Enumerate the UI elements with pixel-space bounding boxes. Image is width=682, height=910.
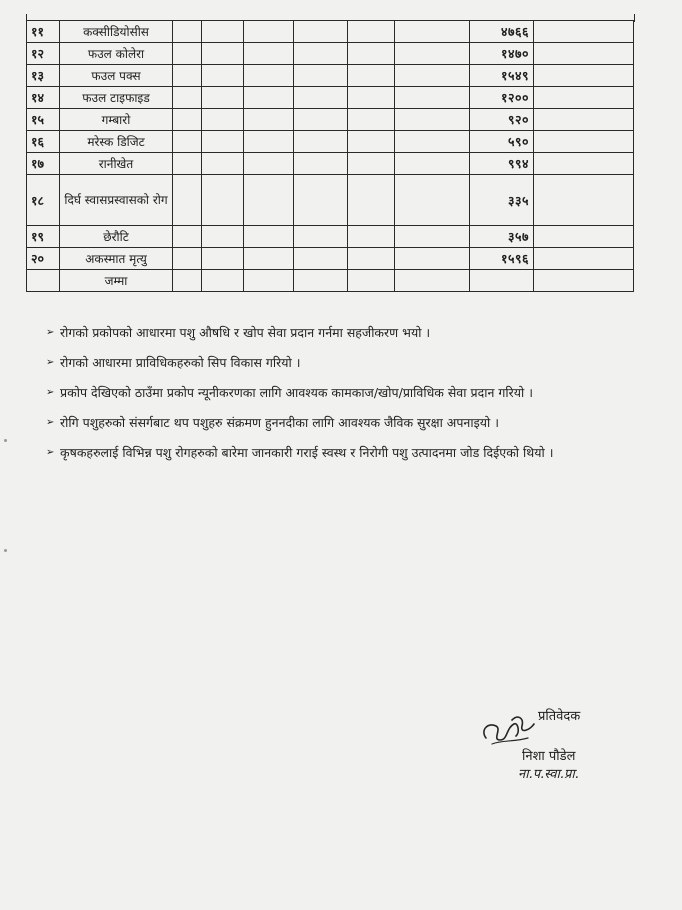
empty-cell bbox=[294, 226, 348, 248]
reporter-label: प्रतिवेदक bbox=[538, 709, 581, 724]
disease-table bbox=[26, 20, 634, 292]
margin-speck bbox=[4, 439, 7, 442]
disease-name-cell: छेरौटि bbox=[60, 226, 173, 248]
empty-cell bbox=[348, 270, 395, 292]
empty-cell bbox=[348, 226, 395, 248]
empty-cell bbox=[395, 226, 470, 248]
bullet-item bbox=[46, 350, 606, 375]
bullet-text: कृषकहरुलाई विभिन्न पशु रोगहरुको बारेमा जानकारी गराई स्वस्थ र निरोगी पशु उत्पादनमा जोड दिईएको थियो । bbox=[60, 445, 554, 460]
arrowhead-icon: ➢ bbox=[46, 447, 55, 458]
disease-name-cell: गम्बारो bbox=[60, 109, 173, 131]
empty-cell bbox=[294, 270, 348, 292]
table-row bbox=[27, 65, 634, 87]
bullet-item bbox=[46, 410, 606, 435]
disease-name-cell: दिर्घ स्वासप्रस्वासको रोग bbox=[60, 175, 173, 226]
empty-cell bbox=[395, 109, 470, 131]
table-row bbox=[27, 131, 634, 153]
case-count-cell: १२०० bbox=[470, 87, 534, 109]
total-label-cell: जम्मा bbox=[60, 270, 173, 292]
serial-number-cell: १५ bbox=[27, 109, 60, 131]
serial-number-cell: २० bbox=[27, 248, 60, 270]
case-count-cell: ९९४ bbox=[470, 153, 534, 175]
bullet-text: रोगको प्रकोपको आधारमा पशु औषधि र खोप सेवा प्रदान गर्नमा सहजीकरण भयो । bbox=[60, 325, 431, 340]
empty-cell bbox=[395, 248, 470, 270]
empty-cell bbox=[173, 226, 202, 248]
serial-number-cell: ११ bbox=[27, 21, 60, 43]
arrowhead-icon: ➢ bbox=[46, 417, 55, 428]
empty-cell bbox=[202, 153, 244, 175]
empty-cell bbox=[173, 65, 202, 87]
disease-name-cell: रानीखेत bbox=[60, 153, 173, 175]
empty-cell bbox=[173, 175, 202, 226]
disease-name-cell: अकस्मात मृत्यु bbox=[60, 248, 173, 270]
bullet-text: रोगको आधारमा प्राविधिकहरुको सिप विकास गरियो । bbox=[60, 355, 301, 370]
empty-cell bbox=[244, 248, 294, 270]
table-row bbox=[27, 248, 634, 270]
disease-name-cell: कक्सीडियोसीस bbox=[60, 21, 173, 43]
table-row bbox=[27, 21, 634, 43]
empty-cell bbox=[348, 175, 395, 226]
serial-number-cell: १४ bbox=[27, 87, 60, 109]
empty-cell bbox=[202, 65, 244, 87]
disease-name-cell: मरेस्क डिजिट bbox=[60, 131, 173, 153]
serial-number-cell: १६ bbox=[27, 131, 60, 153]
case-count-cell: १५४९ bbox=[470, 65, 534, 87]
summary-bullet-list bbox=[46, 320, 606, 470]
empty-cell bbox=[294, 153, 348, 175]
empty-cell bbox=[534, 43, 634, 65]
empty-cell bbox=[244, 131, 294, 153]
disease-table-wrapper bbox=[26, 20, 633, 292]
arrowhead-icon: ➢ bbox=[46, 357, 55, 368]
bullet-item bbox=[46, 440, 606, 465]
serial-number-cell: १९ bbox=[27, 226, 60, 248]
empty-cell bbox=[534, 109, 634, 131]
empty-cell bbox=[534, 270, 634, 292]
empty-cell bbox=[173, 248, 202, 270]
empty-cell bbox=[294, 109, 348, 131]
empty-cell bbox=[534, 131, 634, 153]
empty-cell bbox=[395, 175, 470, 226]
margin-speck bbox=[4, 549, 7, 552]
empty-cell bbox=[173, 21, 202, 43]
empty-cell bbox=[244, 43, 294, 65]
empty-cell bbox=[348, 43, 395, 65]
empty-cell bbox=[244, 175, 294, 226]
arrowhead-icon: ➢ bbox=[46, 327, 55, 338]
serial-number-cell: १३ bbox=[27, 65, 60, 87]
empty-cell bbox=[348, 87, 395, 109]
empty-cell bbox=[294, 65, 348, 87]
empty-cell bbox=[348, 248, 395, 270]
empty-cell bbox=[395, 21, 470, 43]
empty-cell bbox=[244, 21, 294, 43]
empty-cell bbox=[395, 153, 470, 175]
table-row bbox=[27, 43, 634, 65]
disease-name-cell: फउल पक्स bbox=[60, 65, 173, 87]
serial-number-cell: १२ bbox=[27, 43, 60, 65]
empty-cell bbox=[294, 21, 348, 43]
empty-cell bbox=[202, 131, 244, 153]
empty-cell bbox=[294, 175, 348, 226]
case-count-cell: ५९० bbox=[470, 131, 534, 153]
case-count-cell: ३५७ bbox=[470, 226, 534, 248]
bullet-item bbox=[46, 380, 606, 405]
empty-cell bbox=[534, 175, 634, 226]
case-count-cell: ९२० bbox=[470, 109, 534, 131]
empty-cell bbox=[27, 270, 60, 292]
empty-cell bbox=[534, 21, 634, 43]
empty-cell bbox=[244, 109, 294, 131]
table-row bbox=[27, 226, 634, 248]
empty-cell bbox=[202, 175, 244, 226]
empty-cell bbox=[395, 270, 470, 292]
serial-number-cell: १८ bbox=[27, 175, 60, 226]
empty-cell bbox=[294, 131, 348, 153]
arrowhead-icon: ➢ bbox=[46, 387, 55, 398]
empty-cell bbox=[244, 87, 294, 109]
empty-cell bbox=[173, 153, 202, 175]
empty-cell bbox=[202, 21, 244, 43]
empty-cell bbox=[534, 248, 634, 270]
reporter-title: ना.प.स्वा.प्रा. bbox=[518, 767, 579, 782]
empty-cell bbox=[244, 270, 294, 292]
empty-cell bbox=[534, 87, 634, 109]
empty-cell bbox=[395, 43, 470, 65]
disease-name-cell: फउल कोलेरा bbox=[60, 43, 173, 65]
reporter-name: निशा पौडेल bbox=[522, 749, 576, 764]
case-count-cell: ४७६६ bbox=[470, 21, 534, 43]
empty-cell bbox=[348, 65, 395, 87]
empty-cell bbox=[202, 226, 244, 248]
empty-cell bbox=[173, 270, 202, 292]
empty-cell bbox=[395, 87, 470, 109]
total-row bbox=[27, 270, 634, 292]
empty-cell bbox=[294, 43, 348, 65]
empty-cell bbox=[202, 109, 244, 131]
empty-cell bbox=[348, 131, 395, 153]
table-row bbox=[27, 87, 634, 109]
empty-cell bbox=[173, 87, 202, 109]
empty-cell bbox=[348, 153, 395, 175]
bullet-text: प्रकोप देखिएको ठाउँमा प्रकोप न्यूनीकरणका लागि आवश्यक कामकाज/खोप/प्राविधिक सेवा प्रदान गरियो । bbox=[60, 385, 533, 400]
empty-cell bbox=[348, 21, 395, 43]
disease-name-cell: फउल टाइफाइड bbox=[60, 87, 173, 109]
empty-cell bbox=[395, 131, 470, 153]
empty-cell bbox=[534, 153, 634, 175]
empty-cell bbox=[294, 87, 348, 109]
case-count-cell: ३३५ bbox=[470, 175, 534, 226]
empty-cell bbox=[534, 226, 634, 248]
empty-cell bbox=[244, 65, 294, 87]
empty-cell bbox=[470, 270, 534, 292]
empty-cell bbox=[348, 109, 395, 131]
bullet-text: रोगि पशुहरुको संसर्गबाट थप पशुहरु संक्रमण हुननदीका लागि आवश्यक जैविक सुरक्षा अपनाइयो । bbox=[60, 415, 499, 430]
empty-cell bbox=[202, 248, 244, 270]
empty-cell bbox=[202, 43, 244, 65]
empty-cell bbox=[534, 65, 634, 87]
empty-cell bbox=[244, 226, 294, 248]
table-row bbox=[27, 153, 634, 175]
table-row bbox=[27, 109, 634, 131]
empty-cell bbox=[294, 248, 348, 270]
empty-cell bbox=[244, 153, 294, 175]
serial-number-cell: १७ bbox=[27, 153, 60, 175]
signature-block bbox=[478, 700, 638, 795]
case-count-cell: १५९६ bbox=[470, 248, 534, 270]
table-row bbox=[27, 175, 634, 226]
empty-cell bbox=[395, 65, 470, 87]
empty-cell bbox=[173, 131, 202, 153]
empty-cell bbox=[173, 43, 202, 65]
handwritten-signature bbox=[478, 710, 538, 750]
empty-cell bbox=[202, 87, 244, 109]
bullet-item bbox=[46, 320, 606, 345]
empty-cell bbox=[173, 109, 202, 131]
empty-cell bbox=[202, 270, 244, 292]
case-count-cell: १४७० bbox=[470, 43, 534, 65]
